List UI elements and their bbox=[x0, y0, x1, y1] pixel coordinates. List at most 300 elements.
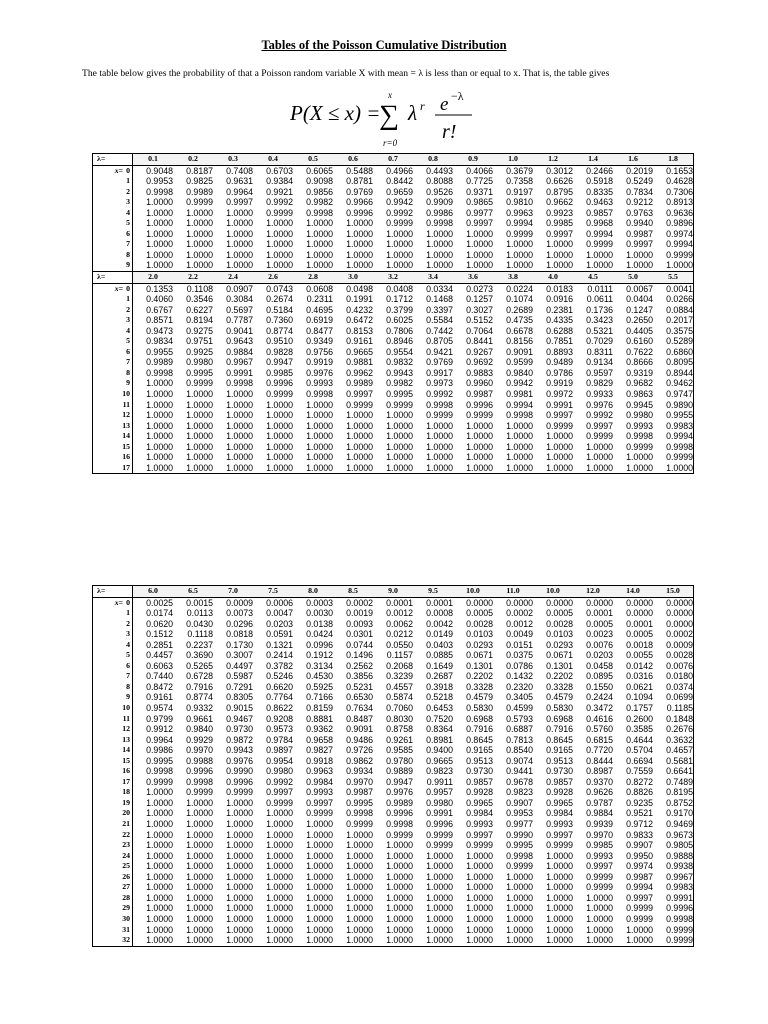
lambda-header-cell: 12.0 bbox=[573, 586, 613, 598]
probability-cell: 0.9863 bbox=[626, 389, 653, 400]
probability-cell: 0.9857 bbox=[586, 207, 613, 218]
probability-cell: 0.9362 bbox=[306, 724, 333, 735]
probability-cell: 0.0000 bbox=[506, 597, 533, 608]
probability-cell: 0.0403 bbox=[426, 639, 453, 650]
formula-lhs: P(X ≤ x) = bbox=[290, 101, 381, 125]
probability-cell: 0.9825 bbox=[186, 176, 213, 187]
probability-cell: 0.9161 bbox=[146, 692, 173, 703]
probability-cell: 0.9998 bbox=[146, 766, 173, 777]
probability-cell: 0.9999 bbox=[346, 399, 373, 410]
probability-cell: 1.0000 bbox=[586, 924, 613, 935]
lambda-header-cell: 1.8 bbox=[653, 154, 694, 166]
probability-cell: 1.0000 bbox=[266, 249, 293, 260]
probability-cell: 1.0000 bbox=[546, 903, 573, 914]
x-value-cell: 12 bbox=[93, 410, 133, 421]
table-row bbox=[93, 861, 694, 872]
table-row bbox=[93, 187, 694, 198]
lambda-header-cell: 4.5 bbox=[573, 272, 613, 284]
probability-cell: 1.0000 bbox=[266, 239, 293, 250]
probability-cell: 0.5918 bbox=[586, 176, 613, 187]
x-value-cell: 4 bbox=[93, 326, 133, 337]
probability-cell: 1.0000 bbox=[266, 452, 293, 463]
probability-cell: 0.6288 bbox=[546, 325, 573, 336]
probability-cell: 1.0000 bbox=[493, 935, 533, 946]
probability-cell: 1.0000 bbox=[346, 913, 373, 924]
x-value-cell: 17 bbox=[93, 777, 133, 788]
probability-cell: 0.0000 bbox=[666, 597, 693, 608]
probability-cell: 1.0000 bbox=[306, 882, 333, 893]
probability-cell: 0.9999 bbox=[386, 218, 413, 229]
probability-cell: 0.9041 bbox=[226, 325, 253, 336]
probability-cell: 0.7060 bbox=[386, 703, 413, 714]
probability-cell: 0.8442 bbox=[386, 176, 413, 187]
probability-cell: 0.9985 bbox=[586, 840, 613, 851]
probability-cell: 0.1736 bbox=[586, 304, 613, 315]
probability-cell: 0.8095 bbox=[666, 357, 693, 368]
probability-cell: 0.9662 bbox=[546, 197, 573, 208]
probability-cell: 1.0000 bbox=[386, 913, 413, 924]
probability-cell: 0.9970 bbox=[586, 829, 613, 840]
probability-cell: 1.0000 bbox=[466, 260, 493, 271]
probability-cell: 1.0000 bbox=[466, 871, 493, 882]
formula-sigma: ∑ bbox=[379, 100, 399, 131]
probability-cell: 0.9929 bbox=[186, 734, 213, 745]
probability-cell: 0.9911 bbox=[426, 776, 453, 787]
probability-cell: 0.9473 bbox=[146, 325, 173, 336]
probability-cell: 1.0000 bbox=[466, 882, 493, 893]
probability-cell: 1.0000 bbox=[346, 850, 373, 861]
probability-cell: 0.3782 bbox=[266, 660, 293, 671]
probability-cell: 0.9998 bbox=[186, 776, 213, 787]
probability-cell: 0.9982 bbox=[306, 197, 333, 208]
probability-cell: 0.9998 bbox=[506, 850, 533, 861]
probability-cell: 0.9990 bbox=[226, 766, 253, 777]
probability-cell: 0.9997 bbox=[346, 389, 373, 400]
probability-cell: 1.0000 bbox=[146, 913, 173, 924]
probability-cell: 0.9805 bbox=[666, 840, 693, 851]
probability-cell: 1.0000 bbox=[426, 420, 453, 431]
probability-cell: 0.8893 bbox=[546, 346, 573, 357]
probability-cell: 0.4405 bbox=[626, 325, 653, 336]
probability-cell: 0.5152 bbox=[466, 315, 493, 326]
table-row bbox=[93, 830, 694, 841]
x-value-cell: 2 bbox=[93, 187, 133, 198]
probability-cell: 0.9828 bbox=[266, 346, 293, 357]
probability-cell: 0.1649 bbox=[426, 660, 453, 671]
probability-cell: 0.0009 bbox=[666, 639, 693, 650]
x-value-cell bbox=[93, 597, 133, 608]
probability-cell: 1.0000 bbox=[266, 431, 293, 442]
probability-cell: 0.9999 bbox=[186, 197, 213, 208]
probability-cell: 0.9934 bbox=[346, 766, 373, 777]
lambda-header-cell: 8.0 bbox=[293, 586, 333, 598]
probability-cell: 0.6530 bbox=[346, 692, 373, 703]
lambda-header-cell: 1.0 bbox=[493, 154, 533, 166]
probability-cell: 0.1157 bbox=[386, 650, 413, 661]
probability-cell: 1.0000 bbox=[186, 260, 213, 271]
probability-cell: 0.1257 bbox=[466, 294, 493, 305]
probability-cell: 0.9994 bbox=[506, 399, 533, 410]
probability-cell: 1.0000 bbox=[146, 840, 173, 851]
x-value-cell: 31 bbox=[93, 925, 133, 936]
probability-cell: 1.0000 bbox=[506, 441, 533, 452]
probability-cell: 0.9998 bbox=[306, 207, 333, 218]
probability-cell: 0.7291 bbox=[226, 681, 253, 692]
probability-cell: 0.9912 bbox=[146, 724, 173, 735]
probability-cell: 0.9015 bbox=[226, 703, 253, 714]
probability-cell: 1.0000 bbox=[386, 239, 413, 250]
probability-cell: 0.9486 bbox=[346, 734, 373, 745]
probability-cell: 1.0000 bbox=[346, 249, 373, 260]
probability-cell: 0.9890 bbox=[666, 399, 693, 410]
probability-cell: 0.9974 bbox=[626, 861, 653, 872]
table-row bbox=[93, 442, 694, 453]
probability-cell: 0.9992 bbox=[426, 389, 453, 400]
probability-cell: 0.0019 bbox=[346, 608, 373, 619]
probability-cell: 1.0000 bbox=[226, 389, 253, 400]
probability-cell: 0.0916 bbox=[546, 294, 573, 305]
table-row bbox=[93, 903, 694, 914]
lambda-header-cell: 8.5 bbox=[333, 586, 373, 598]
probability-cell: 0.9982 bbox=[386, 378, 413, 389]
probability-cell: 0.8195 bbox=[666, 787, 693, 798]
x-value-cell: 17 bbox=[93, 463, 133, 474]
probability-cell: 0.9747 bbox=[666, 389, 693, 400]
probability-cell: 0.0093 bbox=[346, 618, 373, 629]
probability-cell: 0.0023 bbox=[586, 629, 613, 640]
table-row bbox=[93, 650, 694, 661]
probability-cell: 0.9756 bbox=[306, 346, 333, 357]
probability-cell: 0.1301 bbox=[546, 660, 573, 671]
table-row bbox=[93, 935, 694, 946]
probability-cell: 0.0458 bbox=[586, 660, 613, 671]
probability-cell: 1.0000 bbox=[213, 935, 253, 946]
table-row bbox=[93, 703, 694, 714]
probability-cell: 0.0055 bbox=[626, 650, 653, 661]
probability-cell: 0.0028 bbox=[466, 618, 493, 629]
probability-cell: 1.0000 bbox=[146, 378, 173, 389]
probability-cell: 1.0000 bbox=[266, 871, 293, 882]
probability-cell: 1.0000 bbox=[226, 861, 253, 872]
probability-cell: 0.0001 bbox=[426, 597, 453, 608]
probability-cell: 0.9991 bbox=[226, 367, 253, 378]
probability-cell: 1.0000 bbox=[586, 441, 613, 452]
probability-cell: 0.9997 bbox=[466, 218, 493, 229]
probability-cell: 0.4530 bbox=[306, 671, 333, 682]
probability-cell: 1.0000 bbox=[306, 410, 333, 421]
probability-cell: 0.9999 bbox=[346, 819, 373, 830]
probability-cell: 1.0000 bbox=[426, 871, 453, 882]
probability-cell: 1.0000 bbox=[146, 787, 173, 798]
probability-cell: 0.0786 bbox=[506, 660, 533, 671]
formula-lower-limit: r=0 bbox=[383, 138, 398, 148]
x-value-cell: 15 bbox=[93, 756, 133, 767]
probability-cell: 0.1094 bbox=[626, 692, 653, 703]
probability-cell: 0.9998 bbox=[426, 218, 453, 229]
probability-cell: 0.9994 bbox=[666, 431, 693, 442]
probability-cell: 1.0000 bbox=[306, 431, 333, 442]
probability-cell: 0.2674 bbox=[266, 294, 293, 305]
probability-cell: 0.6703 bbox=[266, 165, 293, 176]
probability-cell: 1.0000 bbox=[426, 892, 453, 903]
x-value-cell: 11 bbox=[93, 400, 133, 411]
lambda-header-cell: 7.5 bbox=[253, 586, 293, 598]
probability-cell: 0.9857 bbox=[466, 776, 493, 787]
probability-cell: 0.9953 bbox=[506, 808, 533, 819]
probability-cell: 1.0000 bbox=[226, 207, 253, 218]
probability-cell: 0.0067 bbox=[626, 283, 653, 294]
probability-cell: 0.9984 bbox=[466, 808, 493, 819]
probability-cell: 0.9489 bbox=[546, 357, 573, 368]
probability-cell: 0.6767 bbox=[146, 304, 173, 315]
probability-cell: 0.9984 bbox=[546, 808, 573, 819]
probability-cell: 0.9968 bbox=[586, 218, 613, 229]
probability-cell: 0.9384 bbox=[266, 176, 293, 187]
probability-cell: 0.4616 bbox=[586, 713, 613, 724]
probability-cell: 0.0028 bbox=[666, 650, 693, 661]
probability-cell: 1.0000 bbox=[266, 850, 293, 861]
probability-cell: 1.0000 bbox=[266, 861, 293, 872]
probability-cell: 1.0000 bbox=[586, 913, 613, 924]
probability-cell: 1.0000 bbox=[386, 871, 413, 882]
probability-cell: 0.5830 bbox=[546, 703, 573, 714]
probability-cell: 0.9998 bbox=[666, 441, 693, 452]
probability-cell: 0.9994 bbox=[586, 228, 613, 239]
table-row bbox=[93, 671, 694, 682]
x-value-cell: 7 bbox=[93, 239, 133, 250]
probability-cell: 0.9999 bbox=[626, 441, 653, 452]
probability-cell: 1.0000 bbox=[186, 431, 213, 442]
probability-cell: 0.7916 bbox=[186, 681, 213, 692]
probability-cell: 0.9554 bbox=[386, 346, 413, 357]
probability-cell: 0.7622 bbox=[626, 346, 653, 357]
probability-cell: 1.0000 bbox=[266, 913, 293, 924]
probability-cell: 0.4579 bbox=[546, 692, 573, 703]
formula-upper-limit: x bbox=[388, 90, 392, 100]
probability-cell: 0.4644 bbox=[626, 734, 653, 745]
probability-cell: 1.0000 bbox=[466, 452, 493, 463]
probability-cell: 1.0000 bbox=[506, 913, 533, 924]
probability-cell: 0.9881 bbox=[346, 357, 373, 368]
probability-cell: 0.9928 bbox=[466, 787, 493, 798]
probability-cell: 0.8477 bbox=[306, 325, 333, 336]
probability-cell: 1.0000 bbox=[293, 463, 333, 474]
probability-cell: 0.9996 bbox=[266, 378, 293, 389]
probability-cell: 0.8472 bbox=[146, 681, 173, 692]
probability-cell: 0.6694 bbox=[626, 755, 653, 766]
probability-cell: 0.8088 bbox=[426, 176, 453, 187]
probability-cell: 0.9999 bbox=[386, 829, 413, 840]
probability-cell: 0.9996 bbox=[426, 819, 453, 830]
probability-cell: 0.9769 bbox=[346, 186, 373, 197]
probability-cell: 0.6815 bbox=[586, 734, 613, 745]
probability-cell: 0.8194 bbox=[186, 315, 213, 326]
x-value: 0 bbox=[126, 165, 130, 175]
probability-cell: 0.0334 bbox=[426, 283, 453, 294]
probability-cell: 0.9441 bbox=[506, 766, 533, 777]
probability-cell: 0.9963 bbox=[506, 207, 533, 218]
probability-cell: 0.8913 bbox=[666, 197, 693, 208]
probability-cell: 0.8645 bbox=[546, 734, 573, 745]
probability-cell: 1.0000 bbox=[226, 913, 253, 924]
probability-cell: 0.9997 bbox=[586, 861, 613, 872]
lambda-header-cell: 2.4 bbox=[213, 272, 253, 284]
probability-cell: 1.0000 bbox=[346, 410, 373, 421]
lambda-label: λ= bbox=[93, 586, 133, 598]
table-row bbox=[93, 619, 694, 630]
probability-cell: 0.9999 bbox=[266, 207, 293, 218]
probability-cell: 1.0000 bbox=[346, 892, 373, 903]
probability-cell: 0.9998 bbox=[506, 410, 533, 421]
probability-cell: 0.9993 bbox=[306, 378, 333, 389]
probability-cell: 0.2237 bbox=[186, 639, 213, 650]
probability-cell: 0.8981 bbox=[426, 734, 453, 745]
probability-cell: 1.0000 bbox=[146, 260, 173, 271]
table-row bbox=[93, 326, 694, 337]
probability-cell: 0.1353 bbox=[146, 283, 173, 294]
probability-cell: 1.0000 bbox=[146, 850, 173, 861]
probability-cell: 1.0000 bbox=[453, 463, 493, 474]
probability-cell: 0.0374 bbox=[666, 681, 693, 692]
probability-cell: 1.0000 bbox=[226, 218, 253, 229]
probability-cell: 0.4735 bbox=[506, 315, 533, 326]
probability-cell: 0.1301 bbox=[466, 660, 493, 671]
probability-cell: 0.9976 bbox=[306, 367, 333, 378]
probability-cell: 1.0000 bbox=[466, 239, 493, 250]
probability-cell: 0.3328 bbox=[546, 681, 573, 692]
probability-cell: 1.0000 bbox=[226, 441, 253, 452]
probability-cell: 0.5697 bbox=[226, 304, 253, 315]
table-row bbox=[93, 735, 694, 746]
probability-cell: 0.9463 bbox=[586, 197, 613, 208]
probability-cell: 1.0000 bbox=[266, 420, 293, 431]
table-row bbox=[93, 608, 694, 619]
probability-cell: 0.1118 bbox=[187, 629, 213, 640]
probability-cell: 0.9998 bbox=[146, 367, 173, 378]
probability-cell: 1.0000 bbox=[306, 420, 333, 431]
probability-cell: 0.9994 bbox=[506, 218, 533, 229]
probability-cell: 1.0000 bbox=[226, 882, 253, 893]
probability-cell: 1.0000 bbox=[306, 228, 333, 239]
probability-cell: 1.0000 bbox=[306, 829, 333, 840]
x-value-cell: 21 bbox=[93, 819, 133, 830]
probability-cell: 0.9665 bbox=[426, 755, 453, 766]
probability-cell: 0.0041 bbox=[666, 283, 693, 294]
probability-cell: 0.9661 bbox=[186, 713, 213, 724]
probability-cell: 0.9673 bbox=[666, 829, 693, 840]
probability-cell: 0.3012 bbox=[546, 165, 573, 176]
probability-cell: 0.9889 bbox=[386, 766, 413, 777]
probability-cell: 0.9980 bbox=[266, 766, 293, 777]
x-value-cell: 4 bbox=[93, 208, 133, 219]
probability-cell: 0.9999 bbox=[666, 452, 693, 463]
probability-cell: 0.9996 bbox=[386, 808, 413, 819]
probability-cell: 0.8795 bbox=[546, 186, 573, 197]
lambda-header-cell: 0.4 bbox=[253, 154, 293, 166]
probability-cell: 0.9993 bbox=[586, 850, 613, 861]
probability-cell: 1.0000 bbox=[466, 249, 493, 260]
probability-cell: 0.9963 bbox=[306, 766, 333, 777]
probability-cell: 0.8335 bbox=[586, 186, 613, 197]
probability-cell: 0.9840 bbox=[506, 367, 533, 378]
probability-cell: 0.3423 bbox=[586, 315, 613, 326]
probability-cell: 0.9977 bbox=[466, 207, 493, 218]
table-row bbox=[93, 229, 694, 240]
probability-cell: 1.0000 bbox=[186, 924, 213, 935]
probability-cell: 1.0000 bbox=[226, 808, 253, 819]
table-row bbox=[93, 305, 694, 316]
probability-cell: 0.9872 bbox=[226, 734, 253, 745]
probability-cell: 1.0000 bbox=[426, 249, 453, 260]
table-row bbox=[93, 914, 694, 925]
x-value-cell: 8 bbox=[93, 368, 133, 379]
probability-cell: 1.0000 bbox=[186, 399, 213, 410]
probability-cell: 1.0000 bbox=[146, 399, 173, 410]
probability-cell: 0.3239 bbox=[386, 671, 413, 682]
probability-cell: 1.0000 bbox=[186, 892, 213, 903]
probability-cell: 0.0203 bbox=[586, 650, 613, 661]
probability-cell: 0.9997 bbox=[466, 829, 493, 840]
probability-cell: 0.5874 bbox=[386, 692, 413, 703]
probability-cell: 1.0000 bbox=[266, 819, 293, 830]
probability-cell: 1.0000 bbox=[346, 903, 373, 914]
probability-cell: 0.9995 bbox=[506, 840, 533, 851]
probability-cell: 1.0000 bbox=[333, 935, 373, 946]
probability-cell: 0.7916 bbox=[466, 724, 493, 735]
x-value-cell: 32 bbox=[93, 935, 133, 946]
probability-cell: 0.8645 bbox=[466, 734, 493, 745]
probability-cell: 0.2650 bbox=[626, 315, 653, 326]
probability-cell: 1.0000 bbox=[586, 260, 613, 271]
probability-cell: 0.9993 bbox=[466, 819, 493, 830]
probability-cell: 1.0000 bbox=[253, 935, 293, 946]
probability-cell: 0.6968 bbox=[546, 713, 573, 724]
probability-cell: 1.0000 bbox=[186, 452, 213, 463]
probability-cell: 0.5681 bbox=[666, 755, 693, 766]
probability-cell: 0.4066 bbox=[466, 165, 493, 176]
probability-cell: 0.0699 bbox=[666, 692, 693, 703]
probability-cell: 1.0000 bbox=[386, 260, 413, 271]
probability-cell: 1.0000 bbox=[413, 463, 453, 474]
probability-cell: 1.0000 bbox=[306, 399, 333, 410]
probability-cell: 1.0000 bbox=[426, 861, 453, 872]
probability-cell: 1.0000 bbox=[146, 903, 173, 914]
probability-cell: 0.9991 bbox=[546, 399, 573, 410]
x-value: 0 bbox=[126, 283, 130, 293]
probability-cell: 0.5265 bbox=[186, 660, 213, 671]
probability-cell: 0.9988 bbox=[186, 755, 213, 766]
probability-cell: 0.1550 bbox=[586, 681, 613, 692]
probability-cell: 0.0073 bbox=[226, 608, 253, 619]
probability-cell: 1.0000 bbox=[626, 452, 653, 463]
probability-cell: 0.0621 bbox=[626, 681, 653, 692]
x-value-cell: 15 bbox=[93, 442, 133, 453]
probability-cell: 0.8030 bbox=[386, 713, 413, 724]
probability-cell: 0.0273 bbox=[466, 283, 493, 294]
probability-cell: 0.9996 bbox=[466, 399, 493, 410]
probability-cell: 0.9918 bbox=[306, 755, 333, 766]
probability-cell: 1.0000 bbox=[386, 431, 413, 442]
probability-cell: 1.0000 bbox=[626, 924, 653, 935]
probability-cell: 1.0000 bbox=[146, 871, 173, 882]
probability-cell: 0.9987 bbox=[346, 787, 373, 798]
probability-cell: 1.0000 bbox=[346, 260, 373, 271]
x-value-cell: 19 bbox=[93, 798, 133, 809]
probability-cell: 1.0000 bbox=[146, 431, 173, 442]
probability-cell: 0.8758 bbox=[386, 724, 413, 735]
probability-cell: 0.9810 bbox=[506, 197, 533, 208]
probability-cell: 0.9599 bbox=[506, 357, 533, 368]
